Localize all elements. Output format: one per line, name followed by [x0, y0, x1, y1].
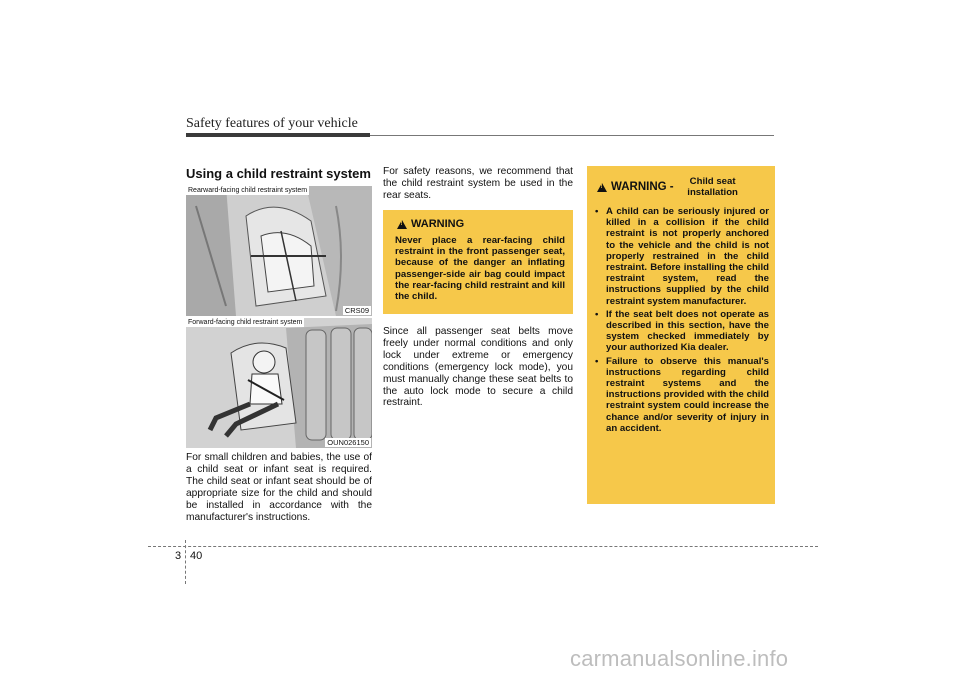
child-seat-warning-list	[595, 206, 769, 436]
forward-figure-code: OUN026150	[327, 438, 369, 447]
child-seat-warning-heading	[597, 176, 769, 198]
warning-list-item: • A child can be seriously injured or killed in a collision if the child restraint is not properly anchored to the vehicle and the child is not properly restrained in the child restraint. Before installing the child restraint system, read the instructions supplied by the child restraint system manufacturer.	[595, 206, 769, 307]
rear-facing-warning-box	[383, 210, 573, 314]
forward-figure-caption: Forward-facing child restraint system	[188, 319, 303, 326]
page-header-title: Safety features of your vehicle	[186, 116, 358, 131]
warning-triangle-icon	[397, 220, 407, 229]
col2-paragraph-2: Since all passenger seat belts move freely under normal conditions and only lock under extreme or emergency conditions (emergency lock mode), you must manually change these seat belts to the auto lock mode to secure a child restraint.	[383, 326, 573, 409]
warning-list-item: • If the seat belt does not operate as described in this section, have the system checked immediately by your authorized Kia dealer.	[595, 309, 769, 354]
child-seat-warning-title-row	[597, 176, 769, 198]
header-rule-thin	[370, 135, 774, 136]
section-title: Using a child restraint system	[186, 166, 371, 181]
rear-figure-code: CRS09	[344, 306, 369, 315]
header-rule	[186, 133, 370, 137]
warning-text: Never place a rear-facing child restraint in the front passenger seat, because of the danger an inflating passenger-side air bag could impact the rear-facing child restraint and kill the child.	[395, 235, 565, 303]
watermark: carmanualsonline.info	[570, 646, 789, 671]
warning-list-item: • Failure to observe this manual's instructions regarding child restraint systems and the instructions provided with the child restraint system could increase the chance and/or severity of injury in an accident.	[595, 356, 769, 434]
page-number: 40	[190, 550, 203, 562]
warning-title: WARNING	[411, 218, 465, 230]
forward-facing-figure	[186, 318, 372, 448]
footer-rule	[148, 546, 818, 547]
rear-figure-caption: Rearward-facing child restraint system	[188, 187, 308, 194]
rear-facing-illustration	[186, 186, 372, 316]
footer-vertical-rule	[185, 540, 186, 584]
child-seat-warning-subtitle: Child seat installation	[687, 176, 738, 198]
warning-triangle-icon	[597, 183, 607, 192]
chapter-number: 3	[175, 550, 182, 562]
col1-paragraph: For small children and babies, the use of a child seat or infant seat is required. The child seat or infant seat should be of appropriate size for the child and should be installed in accordance with the manufacturer's instructions.	[186, 452, 372, 523]
child-seat-warning-title: WARNING -	[611, 181, 674, 193]
warning-heading	[397, 218, 464, 230]
forward-facing-illustration	[186, 318, 372, 448]
col2-paragraph-1: For safety reasons, we recommend that the child restraint system be used in the rear seats.	[383, 166, 573, 201]
rear-facing-figure	[186, 186, 372, 316]
child-seat-warning-box	[587, 166, 775, 504]
